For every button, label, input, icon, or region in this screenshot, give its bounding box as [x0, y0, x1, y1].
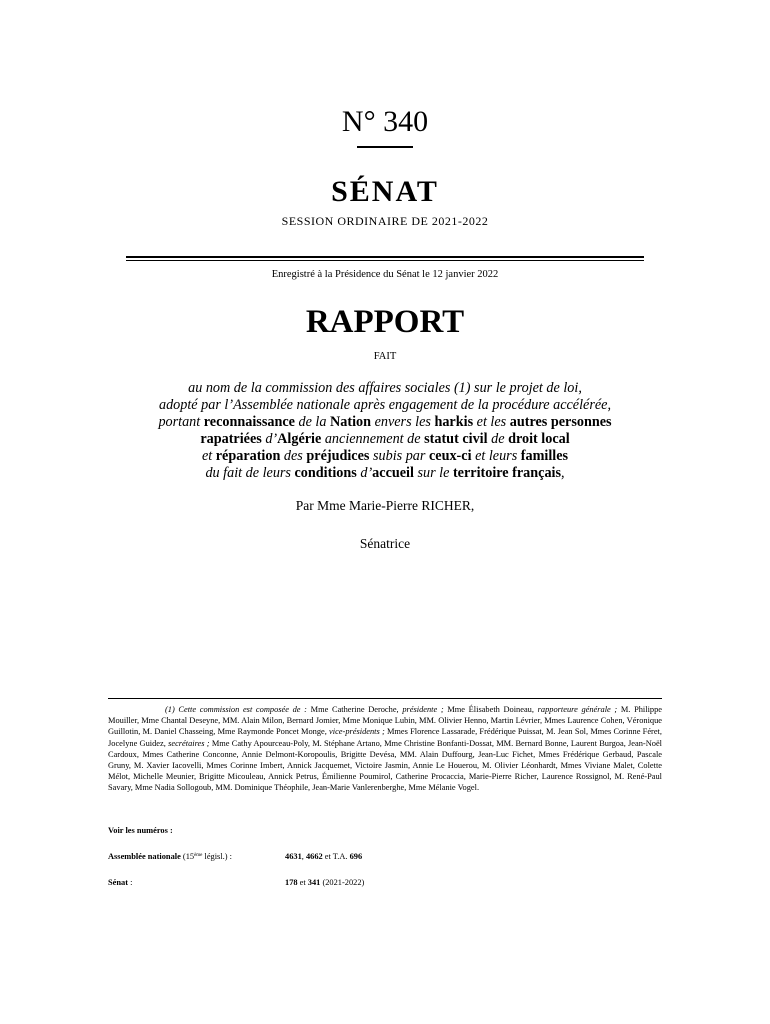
assemblee-label: Assemblée nationale (15ème législ.) :	[108, 852, 232, 861]
senat-numbers: 178 et 341 (2021-2022)	[285, 878, 365, 887]
references-heading: Voir les numéros :	[108, 826, 173, 835]
report-author: Par Mme Marie-Pierre RICHER,	[295, 498, 475, 513]
purpose-line-1: au nom de la commission des affaires sociales (1) sur le projet de loi,	[188, 380, 582, 396]
purpose-line-6: du fait de leurs conditions d’accueil sur le territoire français,	[205, 465, 565, 481]
title-divider	[357, 146, 413, 148]
purpose-line-4: rapatriées d’Algérie anciennement de statut civil de droit local	[200, 431, 570, 447]
session-label: SESSION ORDINAIRE DE 2021-2022	[281, 214, 489, 228]
author-role: Sénatrice	[359, 536, 411, 551]
footnote-rule	[108, 698, 662, 699]
report-purpose	[100, 380, 670, 482]
report-subtitle: FAIT	[373, 351, 397, 362]
assemblee-numbers: 4631, 4662 et T.A. 696	[285, 852, 363, 861]
registration-date: Enregistré à la Présidence du Sénat le 12 janvier 2022	[271, 269, 499, 280]
header-rule-bottom	[126, 260, 644, 261]
chamber-title: SÉNAT	[331, 175, 439, 208]
commission-footnote: (1) Cette commission est composée de : Mme Catherine Deroche, présidente ; Mme Élisabeth Doineau, rapporteure générale ; M. Philippe Mouiller, Mme Chantal Deseyne, MM. Alain Milon, Bernard Jomier, Mme Monique Lubin, MM. Olivier Henno, Martin Lévrier, Mmes Laurence Cohen, Véronique Guillotin, M. Daniel Chasseing, Mme Raymonde Poncet Monge, vice-présidents ; Mmes Florence Lassarade, Frédérique Puissat, M. Jean Sol, Mmes Corinne Féret, Jocelyne Guidez, secrétaires ; Mme Cathy Apourceau-Poly, M. Stéphane Artano, Mme Christine Bonfanti-Dossat, MM. Bernard Bonne, Laurent Burgoa, Jean-Noël Cardoux, Mmes Catherine Conconne, Annie Delmont-Koropoulis, Brigitte Devésa, MM. Alain Duffourg, Jean-Luc Fichet, Mmes Frédérique Gerbaud, Pascale Gruny, M. Xavier Iacovelli, Mmes Corinne Imbert, Annick Jacquemet, Victoire Jasmin, Annie Le Houerou, M. Olivier Léonhardt, Mmes Viviane Malet, Colette Mélot, Michelle Meunier, Brigitte Micouleau, Annick Petrus, Émilienne Poumirol, Catherine Procaccia, Marie-Pierre Richer, Laurence Rossignol, M. René-Paul Savary, Mme Nadia Sollogoub, MM. Dominique Théophile, Jean-Marie Vanlerenberghe, Mme Mélanie Vogel.	[108, 705, 662, 793]
senat-label: Sénat :	[108, 878, 133, 887]
purpose-line-5: et réparation des préjudices subis par ceux-ci et leurs familles	[201, 448, 569, 464]
report-number: N° 340	[341, 105, 429, 138]
purpose-line-2: adopté par l’Assemblée nationale après engagement de la procédure accélérée,	[158, 397, 612, 413]
purpose-line-3: portant reconnaissance de la Nation envers les harkis et les autres personnes	[158, 414, 612, 430]
report-title: RAPPORT	[305, 304, 465, 340]
header-rule-top	[126, 256, 644, 258]
